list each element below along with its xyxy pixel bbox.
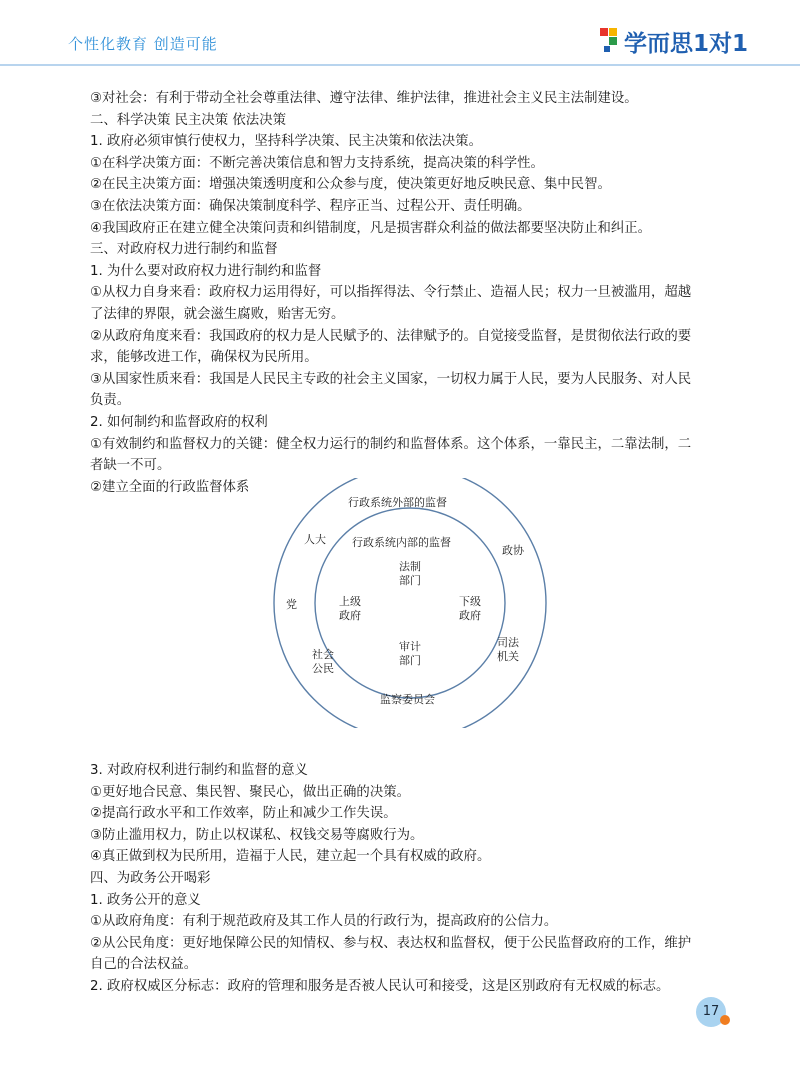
- text-line: 1. 政府必须审慎行使权力，坚持科学决策、民主决策和依法决策。: [90, 134, 482, 150]
- text-line: ①更好地合民意、集民智、聚民心，做出正确的决策。: [90, 784, 410, 800]
- text-line: ④真正做到权为民所用，造福于人民，建立起一个具有权威的政府。: [90, 849, 491, 865]
- header-divider: [0, 64, 800, 66]
- text-line: 3. 对政府权利进行制约和监督的意义: [90, 763, 308, 778]
- body-text-bottom: [90, 760, 716, 998]
- page-number: 17: [702, 1004, 720, 1019]
- label-shehui: 社会公民: [312, 648, 334, 675]
- text-line: ①有效制约和监督权力的关键：健全权力运行的制约和监督体系。这个体系，一靠民主，二靠法制，二: [90, 436, 692, 452]
- logo-mark-icon: [598, 27, 620, 55]
- text-line: ④我国政府正在建立健全决策问责和纠错制度，凡是损害群众利益的做法都要坚决防止和纠正。: [90, 220, 652, 236]
- section-heading: 四、为政务公开喝彩: [90, 870, 211, 886]
- text-line: 者缺一不可。: [90, 458, 171, 474]
- text-line: ②从政府角度来看：我国政府的权力是人民赋予的、法律赋予的。自觉接受监督，是贯彻依法行政的要: [90, 328, 692, 344]
- text-line: ②建立全面的行政监督体系: [90, 479, 250, 495]
- label-shangji: 上级政府: [339, 595, 361, 622]
- body-text-top: [90, 88, 716, 498]
- label-sifa: 司法机关: [497, 636, 519, 663]
- label-fazhi: 法制部门: [399, 560, 421, 587]
- text-line: ①从权力自身来看：政府权力运用得好，可以指挥得法、令行禁止、造福人民；权力一旦被滥用，超越: [90, 285, 692, 301]
- text-line: ②从公民角度：更好地保障公民的知情权、参与权、表达权和监督权，便于公民监督政府的工作，维护: [90, 935, 692, 951]
- text-line: ③从国家性质来看：我国是人民民主专政的社会主义国家，一切权力属于人民，要为人民服务、对人民: [90, 371, 692, 387]
- text-line: ③对社会：有利于带动全社会尊重法律、遵守法律、维护法律，推进社会主义民主法制建设。: [90, 91, 638, 106]
- text-line: 自己的合法权益。: [90, 957, 198, 973]
- label-zhengxie: 政协: [502, 544, 524, 557]
- header-slogan: 个性化教育 创造可能: [68, 35, 218, 53]
- label-shenji: 审计部门: [399, 640, 421, 667]
- section-heading: 二、科学决策 民主决策 依法决策: [90, 112, 286, 128]
- label-jiancha: 监察委员会: [380, 693, 435, 706]
- label-xiaji: 下级政府: [459, 595, 481, 622]
- text-line: 了法律的界限，就会滋生腐败，贻害无穷。: [90, 306, 345, 322]
- outer-title-label: 行政系统外部的监督: [348, 496, 447, 509]
- brand-logo: [598, 26, 748, 56]
- supervision-diagram: [270, 478, 550, 728]
- text-line: ②在民主决策方面：增强决策透明度和公众参与度，使决策更好地反映民意、集中民智。: [90, 177, 611, 193]
- text-line: ①在科学决策方面：不断完善决策信息和智力支持系统，提高决策的科学性。: [90, 155, 544, 171]
- text-line: 2. 政府权威区分标志：政府的管理和服务是否被人民认可和接受，这是区别政府有无权威的标志。: [90, 978, 670, 994]
- text-line: 求，能够改进工作，确保权为民所用。: [90, 350, 318, 366]
- badge-dot-icon: [720, 1015, 730, 1025]
- text-line: ①从政府角度：有利于规范政府及其工作人员的行政行为，提高政府的公信力。: [90, 914, 558, 930]
- label-dang: 党: [286, 598, 297, 611]
- text-line: 1. 政务公开的意义: [90, 892, 201, 908]
- page-header: [0, 0, 800, 68]
- text-line: 1. 为什么要对政府权力进行制约和监督: [90, 263, 322, 279]
- inner-title-label: 行政系统内部的监督: [352, 536, 451, 549]
- section-heading: 三、对政府权力进行制约和监督: [90, 242, 278, 258]
- text-line: ②提高行政水平和工作效率，防止和减少工作失误。: [90, 806, 397, 822]
- label-renda: 人大: [304, 533, 326, 546]
- text-line: ③在依法决策方面：确保决策制度科学、程序正当、过程公开、责任明确。: [90, 198, 531, 214]
- page-number-badge: [696, 997, 726, 1027]
- logo-text: 学而思1对1: [623, 30, 748, 57]
- text-line: 2. 如何制约和监督政府的权利: [90, 414, 268, 430]
- text-line: ③防止滥用权力，防止以权谋私、权钱交易等腐败行为。: [90, 827, 424, 843]
- text-line: 负责。: [90, 393, 131, 409]
